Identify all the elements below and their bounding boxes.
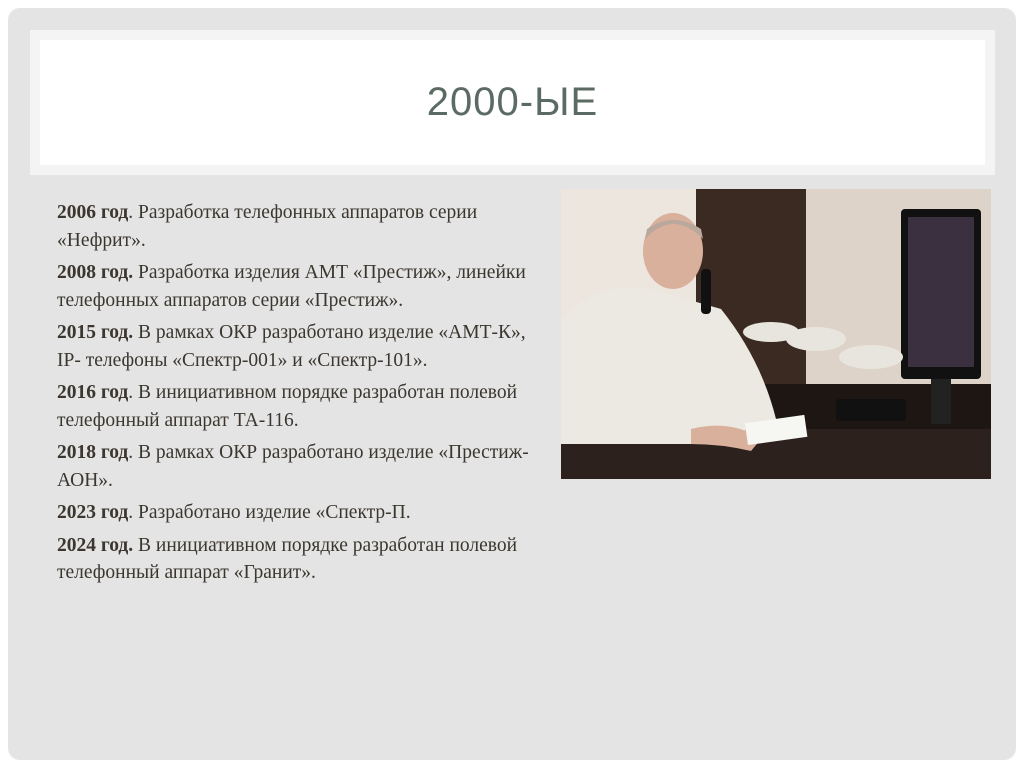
item-text: В рамках ОКР разработано изделие «АМТ-К», IP- телефоны «Спектр-001» и «Спектр-101». bbox=[57, 322, 526, 371]
timeline-item bbox=[57, 499, 537, 527]
item-year: 2024 год. bbox=[57, 534, 134, 556]
slide-title: 2000-ЫЕ bbox=[426, 80, 599, 124]
item-text: Разработка изделия АМТ «Престиж», линейки телефонных аппаратов серии «Престиж». bbox=[57, 262, 526, 311]
item-year: 2015 год. bbox=[57, 322, 134, 343]
timeline-item bbox=[57, 532, 537, 587]
item-year: 2006 год bbox=[57, 202, 129, 223]
item-year: 2016 год bbox=[57, 382, 129, 403]
item-year: 2018 год bbox=[57, 442, 129, 463]
item-year: 2008 год. bbox=[57, 262, 134, 283]
item-text: В инициативном порядке разработан полевой телефонный аппарат «Гранит». bbox=[57, 534, 518, 583]
title-box bbox=[40, 40, 985, 165]
item-text: . Разработка телефонных аппаратов серии «Нефрит». bbox=[57, 202, 478, 251]
slide-body bbox=[57, 199, 537, 592]
timeline-item bbox=[57, 319, 537, 374]
item-text: . В рамках ОКР разработано изделие «Престиж-АОН». bbox=[57, 442, 529, 491]
timeline-item bbox=[57, 199, 537, 254]
timeline-item bbox=[57, 379, 537, 434]
timeline-item bbox=[57, 439, 537, 494]
item-year: 2023 год bbox=[57, 502, 129, 523]
item-text: . В инициативном порядке разработан полевой телефонный аппарат ТА-116. bbox=[57, 382, 518, 431]
timeline-item bbox=[57, 259, 537, 314]
item-text: . Разработано изделие «Спектр-П. bbox=[128, 502, 411, 523]
photo-man-on-phone bbox=[561, 189, 991, 479]
